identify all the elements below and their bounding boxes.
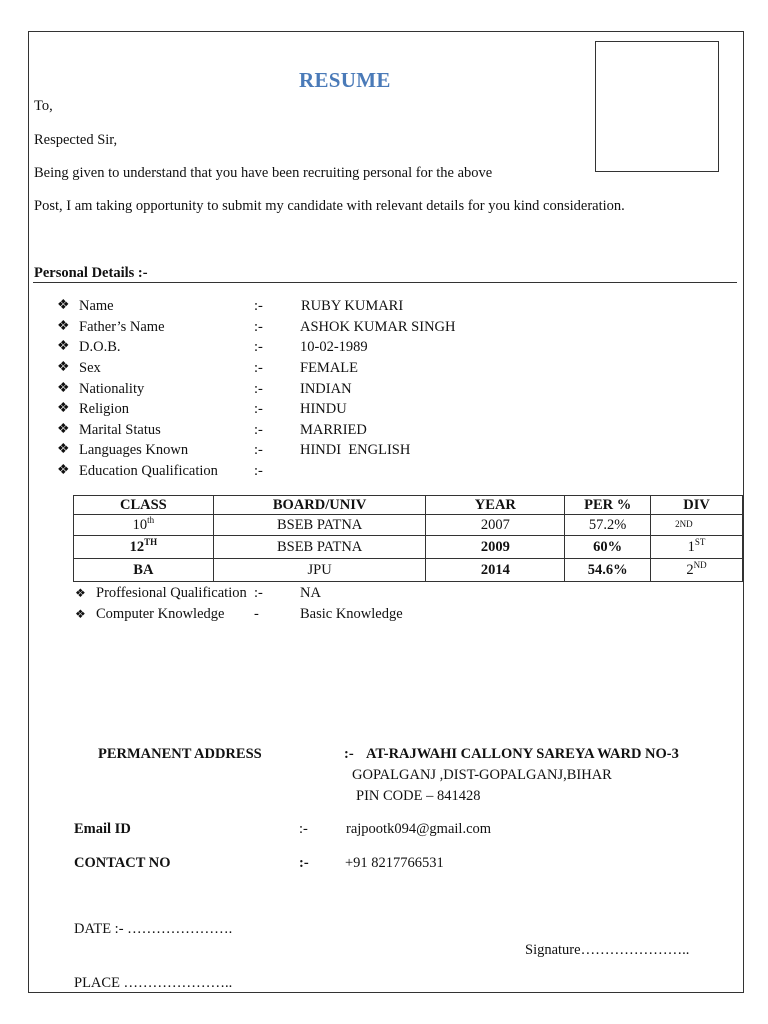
address-separator: :- (344, 746, 354, 762)
cell-year: 2009 (426, 536, 565, 559)
cell-board: JPU (213, 559, 426, 582)
detail-value: ASHOK KUMAR SINGH (300, 319, 456, 335)
cell-class: BA (74, 559, 214, 582)
detail-value: HINDI ENGLISH (300, 442, 411, 458)
header-class: CLASS (74, 496, 214, 515)
detail-separator: :- (254, 585, 263, 601)
phone-value: +91 8217766531 (345, 855, 444, 871)
place-field: PLACE ………………….. (74, 975, 233, 991)
photo-placeholder (595, 41, 719, 172)
computer-knowledge-label: Computer Knowledge (96, 606, 225, 622)
computer-knowledge-value: Basic Knowledge (300, 606, 403, 622)
detail-label: Sex (79, 360, 101, 376)
bullet-icon: ❖ (57, 360, 70, 375)
detail-label: Religion (79, 401, 129, 417)
detail-separator: :- (254, 381, 263, 397)
date-field: DATE :- …………………. (74, 921, 233, 937)
table-row (74, 515, 743, 536)
bullet-icon: ❖ (75, 586, 86, 600)
cell-board: BSEB PATNA (213, 536, 426, 559)
detail-separator: :- (254, 442, 263, 458)
cell-division: 2ND (651, 515, 743, 536)
email-separator: :- (299, 821, 308, 837)
detail-value: FEMALE (300, 360, 358, 376)
cell-class: 10th (74, 515, 214, 536)
header-board: BOARD/UNIV (213, 496, 426, 515)
detail-separator: :- (254, 360, 263, 376)
table-header-row (74, 496, 743, 515)
bullet-icon: ❖ (57, 298, 70, 313)
cell-year: 2007 (426, 515, 565, 536)
header-percent: PER % (565, 496, 651, 515)
detail-separator: :- (254, 463, 263, 479)
detail-label: Name (79, 298, 114, 314)
table-row (74, 559, 743, 582)
bullet-icon: ❖ (57, 442, 70, 457)
page-title: RESUME (299, 68, 391, 92)
detail-value: MARRIED (300, 422, 367, 438)
email-label: Email ID (74, 821, 131, 837)
resume-page (28, 31, 744, 993)
table-row (74, 536, 743, 559)
detail-label: Nationality (79, 381, 145, 397)
detail-separator: :- (254, 319, 263, 335)
detail-label: Marital Status (79, 422, 161, 438)
letter-line-2: Post, I am taking opportunity to submit my candidate with relevant details for you kind consideration. (34, 198, 625, 214)
section-divider (33, 282, 737, 283)
email-value: rajpootk094@gmail.com (346, 821, 492, 837)
cell-percent: 60% (565, 536, 651, 559)
detail-separator: :- (254, 298, 263, 314)
cell-percent: 57.2% (565, 515, 651, 536)
bullet-icon: ❖ (57, 401, 70, 416)
header-year: YEAR (426, 496, 565, 515)
letter-to: To, (34, 98, 53, 114)
detail-value: RUBY KUMARI (301, 298, 404, 314)
cell-percent: 54.6% (565, 559, 651, 582)
signature-field: Signature………………….. (525, 942, 690, 958)
phone-separator: :- (299, 855, 309, 871)
detail-label: D.O.B. (79, 339, 121, 355)
personal-details-heading: Personal Details :- (34, 265, 148, 281)
professional-qualification-label: Proffesional Qualification (96, 585, 247, 601)
address-line-3: PIN CODE – 841428 (356, 788, 481, 804)
phone-label: CONTACT NO (74, 855, 171, 871)
education-table (73, 495, 743, 582)
detail-value: 10-02-1989 (300, 339, 368, 355)
address-line-1: AT-RAJWAHI CALLONY SAREYA WARD NO-3 (366, 746, 679, 762)
bullet-icon: ❖ (57, 319, 70, 334)
header-division: DIV (651, 496, 743, 515)
detail-value: INDIAN (300, 381, 352, 397)
address-label: PERMANENT ADDRESS (98, 746, 262, 762)
bullet-icon: ❖ (57, 463, 70, 478)
address-line-2: GOPALGANJ ,DIST-GOPALGANJ,BIHAR (352, 767, 612, 783)
detail-label: Education Qualification (79, 463, 218, 479)
detail-separator: :- (254, 339, 263, 355)
cell-division: 1ST (651, 536, 743, 559)
cell-board: BSEB PATNA (213, 515, 426, 536)
detail-label: Father’s Name (79, 319, 165, 335)
cell-division: 2ND (651, 559, 743, 582)
detail-separator: :- (254, 422, 263, 438)
cell-class: 12TH (74, 536, 214, 559)
bullet-icon: ❖ (57, 339, 70, 354)
detail-label: Languages Known (79, 442, 189, 458)
bullet-icon: ❖ (57, 422, 70, 437)
detail-value: HINDU (300, 401, 347, 417)
professional-qualification-value: NA (300, 585, 321, 601)
cell-year: 2014 (426, 559, 565, 582)
letter-line-1: Being given to understand that you have been recruiting personal for the above (34, 165, 493, 181)
bullet-icon: ❖ (75, 607, 86, 621)
letter-salutation: Respected Sir, (34, 132, 118, 148)
detail-separator: :- (254, 401, 263, 417)
detail-separator: - (254, 606, 259, 622)
bullet-icon: ❖ (57, 381, 70, 396)
